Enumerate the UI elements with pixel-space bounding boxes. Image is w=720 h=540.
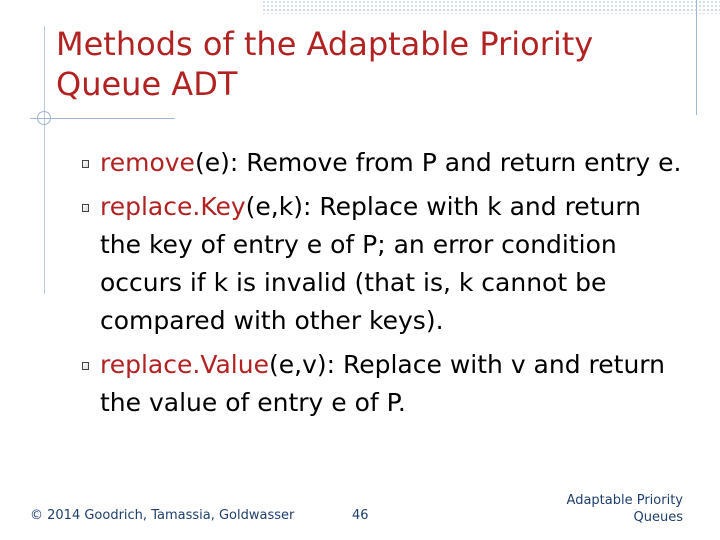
method-list [82, 144, 682, 428]
method-description: Replace with v and return the value of entry e of P. [100, 350, 665, 417]
method-description: Remove from P and return entry e. [238, 148, 682, 177]
footer-copyright: © 2014 Goodrich, Tamassia, Goldwasser [30, 508, 295, 523]
slide-title [56, 24, 676, 104]
left-frame-line [44, 26, 45, 294]
title-underline [30, 118, 175, 119]
footer-topic [533, 492, 683, 526]
bullet-square-icon [82, 204, 89, 212]
slide-title-line-2: Queue ADT [56, 65, 238, 103]
method-item-remove [82, 144, 682, 182]
method-item-replace-key [82, 188, 682, 340]
method-name: replace.Key [100, 192, 246, 221]
slide-title-line-1: Methods of the Adaptable Priority [56, 25, 594, 63]
bullet-square-icon [82, 160, 89, 168]
footer-page-number: 46 [352, 508, 369, 523]
method-args: (e,v): [268, 350, 336, 379]
crosshair-ornament [37, 111, 51, 125]
method-item-replace-value [82, 346, 682, 422]
bullet-square-icon [82, 362, 89, 370]
footer-topic-line-2: Queues [633, 510, 683, 525]
header-dot-pattern [262, 0, 720, 14]
footer-topic-line-1: Adaptable Priority [566, 493, 683, 508]
method-name: replace.Value [100, 350, 269, 379]
method-name: remove [100, 148, 195, 177]
method-args: (e,k): [245, 192, 312, 221]
method-args: (e): [194, 148, 239, 177]
right-frame-line [696, 0, 697, 115]
method-description: Replace with k and return the key of entry e of P; an error condition occurs if k is invalid (that is, k cannot be compared with other keys). [100, 192, 642, 335]
